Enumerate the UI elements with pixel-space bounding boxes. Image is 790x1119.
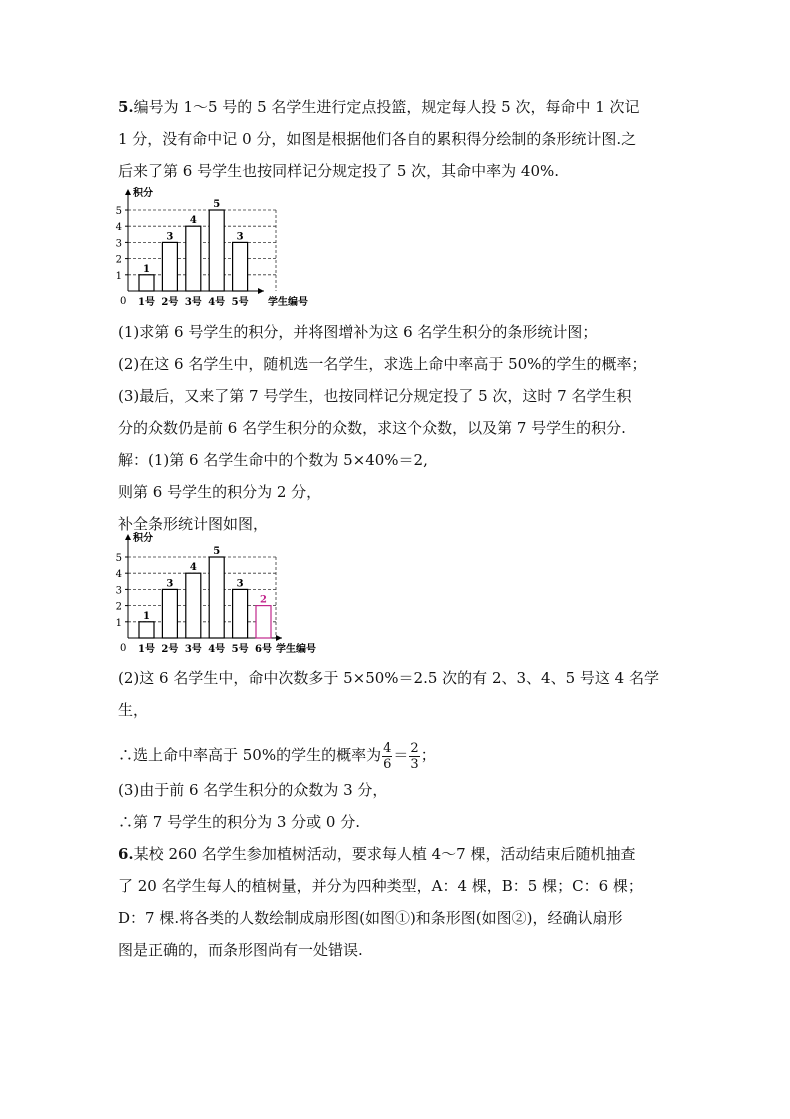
category-label: 1号 — [138, 297, 155, 308]
bar — [233, 589, 248, 638]
bar-value-label: 4 — [189, 562, 197, 574]
solution-line-4b: 生， — [118, 701, 149, 719]
fraction-2-3 — [409, 741, 419, 772]
q6-line-1 — [118, 844, 678, 864]
fraction-numerator: 2 — [410, 740, 419, 756]
q5-number: 5. — [118, 98, 134, 116]
category-label: 4号 — [208, 644, 226, 655]
bar — [233, 242, 248, 291]
q5-line-3: 后来了第 6 号学生也按同样记分规定投了 5 次，其命中率为 40%. — [118, 162, 560, 180]
y-axis-arrow — [125, 189, 131, 195]
y-tick-label: 4 — [115, 569, 122, 581]
fraction-denominator: 6 — [383, 756, 392, 772]
q5-sub-3a: (3)最后，又来了第 7 号学生，也按同样记分规定投了 5 次，这时 7 名学生积 — [118, 387, 632, 405]
fraction-numerator: 4 — [383, 740, 392, 756]
category-label: 5号 — [231, 297, 249, 308]
bar — [139, 622, 154, 638]
bar — [209, 557, 224, 638]
y-tick-label: 1 — [115, 270, 122, 282]
solution-line-6: (3)由于前 6 名学生积分的众数为 3 分， — [118, 781, 388, 799]
y-tick-label: 1 — [115, 617, 122, 629]
x-axis-label: 学生编号 — [276, 644, 316, 655]
q6-line-3: D：7 棵.将各类的人数绘制成扇形图(如图①)和条形图(如图②)，经确认扇形 — [118, 909, 623, 927]
bar-value-label: 5 — [213, 199, 221, 210]
y-axis-label: 积分 — [133, 188, 153, 199]
bar-value-label: 2 — [260, 594, 267, 606]
bar-value-label: 3 — [236, 231, 244, 243]
q5-sub-3b: 分的众数仍是前 6 名学生积分的众数，求这个众数，以及第 7 号学生的积分. — [118, 419, 626, 437]
x-axis-label: 学生编号 — [268, 297, 308, 308]
fraction-4-6 — [382, 741, 392, 772]
bar — [162, 242, 177, 291]
y-tick-label: 2 — [115, 601, 122, 613]
x-axis-arrow — [276, 635, 282, 641]
q6-line-4: 图是正确的，而条形图尚有一处错误. — [118, 941, 363, 959]
solution-line-3: 补全条形统计图如图， — [118, 515, 269, 533]
chart-1-scores — [110, 186, 340, 310]
x-axis-arrow — [258, 288, 264, 294]
y-tick-label: 2 — [115, 254, 122, 266]
solution-line-2: 则第 6 号学生的积分为 2 分， — [118, 483, 322, 501]
semicolon: ； — [420, 746, 436, 764]
solution-line-1: 解：(1)第 6 名学生命中的个数为 5×40%＝2, — [118, 451, 428, 469]
q6-number: 6. — [118, 845, 134, 863]
category-label: 5号 — [231, 644, 249, 655]
bar — [162, 589, 177, 638]
y-axis-arrow — [125, 534, 131, 540]
solution-5-text: ∴选上命中率高于 50%的学生的概率为 — [118, 746, 382, 764]
y-tick-label: 3 — [115, 238, 122, 250]
category-label: 2号 — [161, 297, 179, 308]
q6-text-1: 某校 260 名学生参加植树活动，要求每人植 4～7 棵，活动结束后随机抽查 — [133, 845, 636, 863]
origin-label: 0 — [120, 643, 127, 654]
solution-line-7: ∴第 7 号学生的积分为 3 分或 0 分. — [118, 813, 361, 831]
solution-line-4a: (2)这 6 名学生中，命中次数多于 5×50%＝2.5 次的有 2、3、4、5 号这 4 名学 — [118, 669, 659, 687]
q5-text-1: 编号为 1～5 号的 5 名学生进行定点投篮，规定每人投 5 次，每命中 1 次记 — [133, 98, 640, 116]
fraction-denominator: 3 — [410, 756, 419, 772]
bar-value-label: 3 — [166, 578, 174, 590]
bar-value-label: 5 — [213, 546, 221, 557]
bar-value-label: 3 — [166, 231, 174, 243]
chart-2-completed-scores — [110, 531, 340, 659]
bar — [186, 573, 201, 638]
y-tick-label: 3 — [115, 585, 122, 597]
y-axis-label: 积分 — [133, 533, 153, 544]
category-label: 2号 — [161, 644, 179, 655]
origin-label: 0 — [120, 296, 127, 307]
category-label: 4号 — [208, 297, 226, 308]
y-tick-label: 5 — [115, 553, 122, 564]
q5-line-1 — [118, 97, 678, 117]
y-tick-label: 5 — [115, 206, 122, 217]
bar-value-label: 4 — [189, 215, 197, 227]
y-tick-label: 4 — [115, 222, 122, 234]
bar-value-label: 3 — [236, 578, 244, 590]
q5-line-2: 1 分，没有命中记 0 分，如图是根据他们各自的累积得分绘制的条形统计图.之 — [118, 130, 637, 148]
q5-sub-2: (2)在这 6 名学生中，随机选一名学生，求选上命中率高于 50%的学生的概率； — [118, 355, 647, 373]
q5-sub-1: (1)求第 6 号学生的积分，并将图增补为这 6 名学生积分的条形统计图； — [118, 323, 598, 341]
category-label: 6号 — [255, 644, 272, 655]
bar-value-label: 1 — [143, 263, 150, 275]
solution-line-5 — [118, 738, 678, 772]
category-label: 3号 — [184, 644, 202, 655]
bar-value-label: 1 — [143, 610, 150, 622]
bar — [209, 210, 224, 291]
equals-sign: ＝ — [393, 746, 409, 764]
bar — [139, 275, 154, 291]
category-label: 3号 — [184, 297, 202, 308]
q6-line-2: 了 20 名学生每人的植树量，并分为四种类型，A：4 棵，B：5 棵；C：6 棵； — [118, 877, 643, 895]
bar — [256, 606, 271, 638]
bar — [186, 226, 201, 291]
category-label: 1号 — [138, 644, 155, 655]
